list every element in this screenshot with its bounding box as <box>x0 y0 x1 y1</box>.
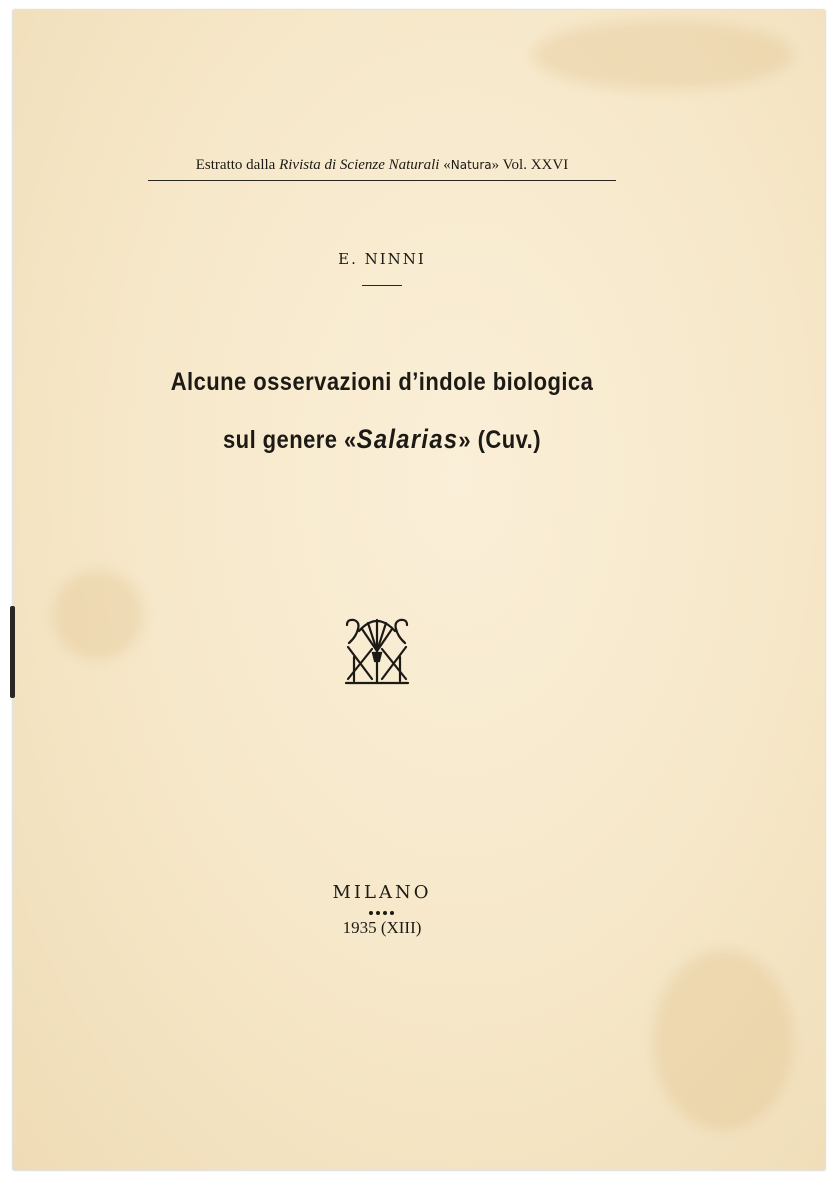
imprint-year: 1935 (XIII) <box>342 918 422 937</box>
genus-name: Salarias <box>356 424 459 454</box>
publisher-emblem-icon <box>344 617 410 685</box>
volume-label: Vol. XXVI <box>502 157 569 173</box>
ornament-dots-icon <box>366 910 396 916</box>
paper-stain <box>653 950 793 1130</box>
open-quote: « <box>443 157 451 173</box>
close-quote: » <box>491 157 500 173</box>
title-line-2-end: » (Cuv.) <box>458 426 541 454</box>
series-name: Natura <box>450 158 492 172</box>
title-line-2-start: sul genere « <box>223 426 357 454</box>
staple-mark <box>10 606 15 698</box>
journal-name: Rivista di Scienze Naturali <box>279 157 440 173</box>
title-line-2 <box>57 424 706 455</box>
title-line-1: Alcune osservazioni d’indole biologica <box>170 368 594 396</box>
author-name: E. NINNI <box>338 250 426 268</box>
cover-page <box>13 10 825 1170</box>
divider-rule <box>362 285 402 286</box>
paper-stain <box>533 20 793 90</box>
header-prefix: Estratto dalla <box>195 157 276 173</box>
imprint-city: MILANO <box>332 882 432 903</box>
paper-stain <box>53 570 143 660</box>
offprint-header <box>148 157 616 181</box>
